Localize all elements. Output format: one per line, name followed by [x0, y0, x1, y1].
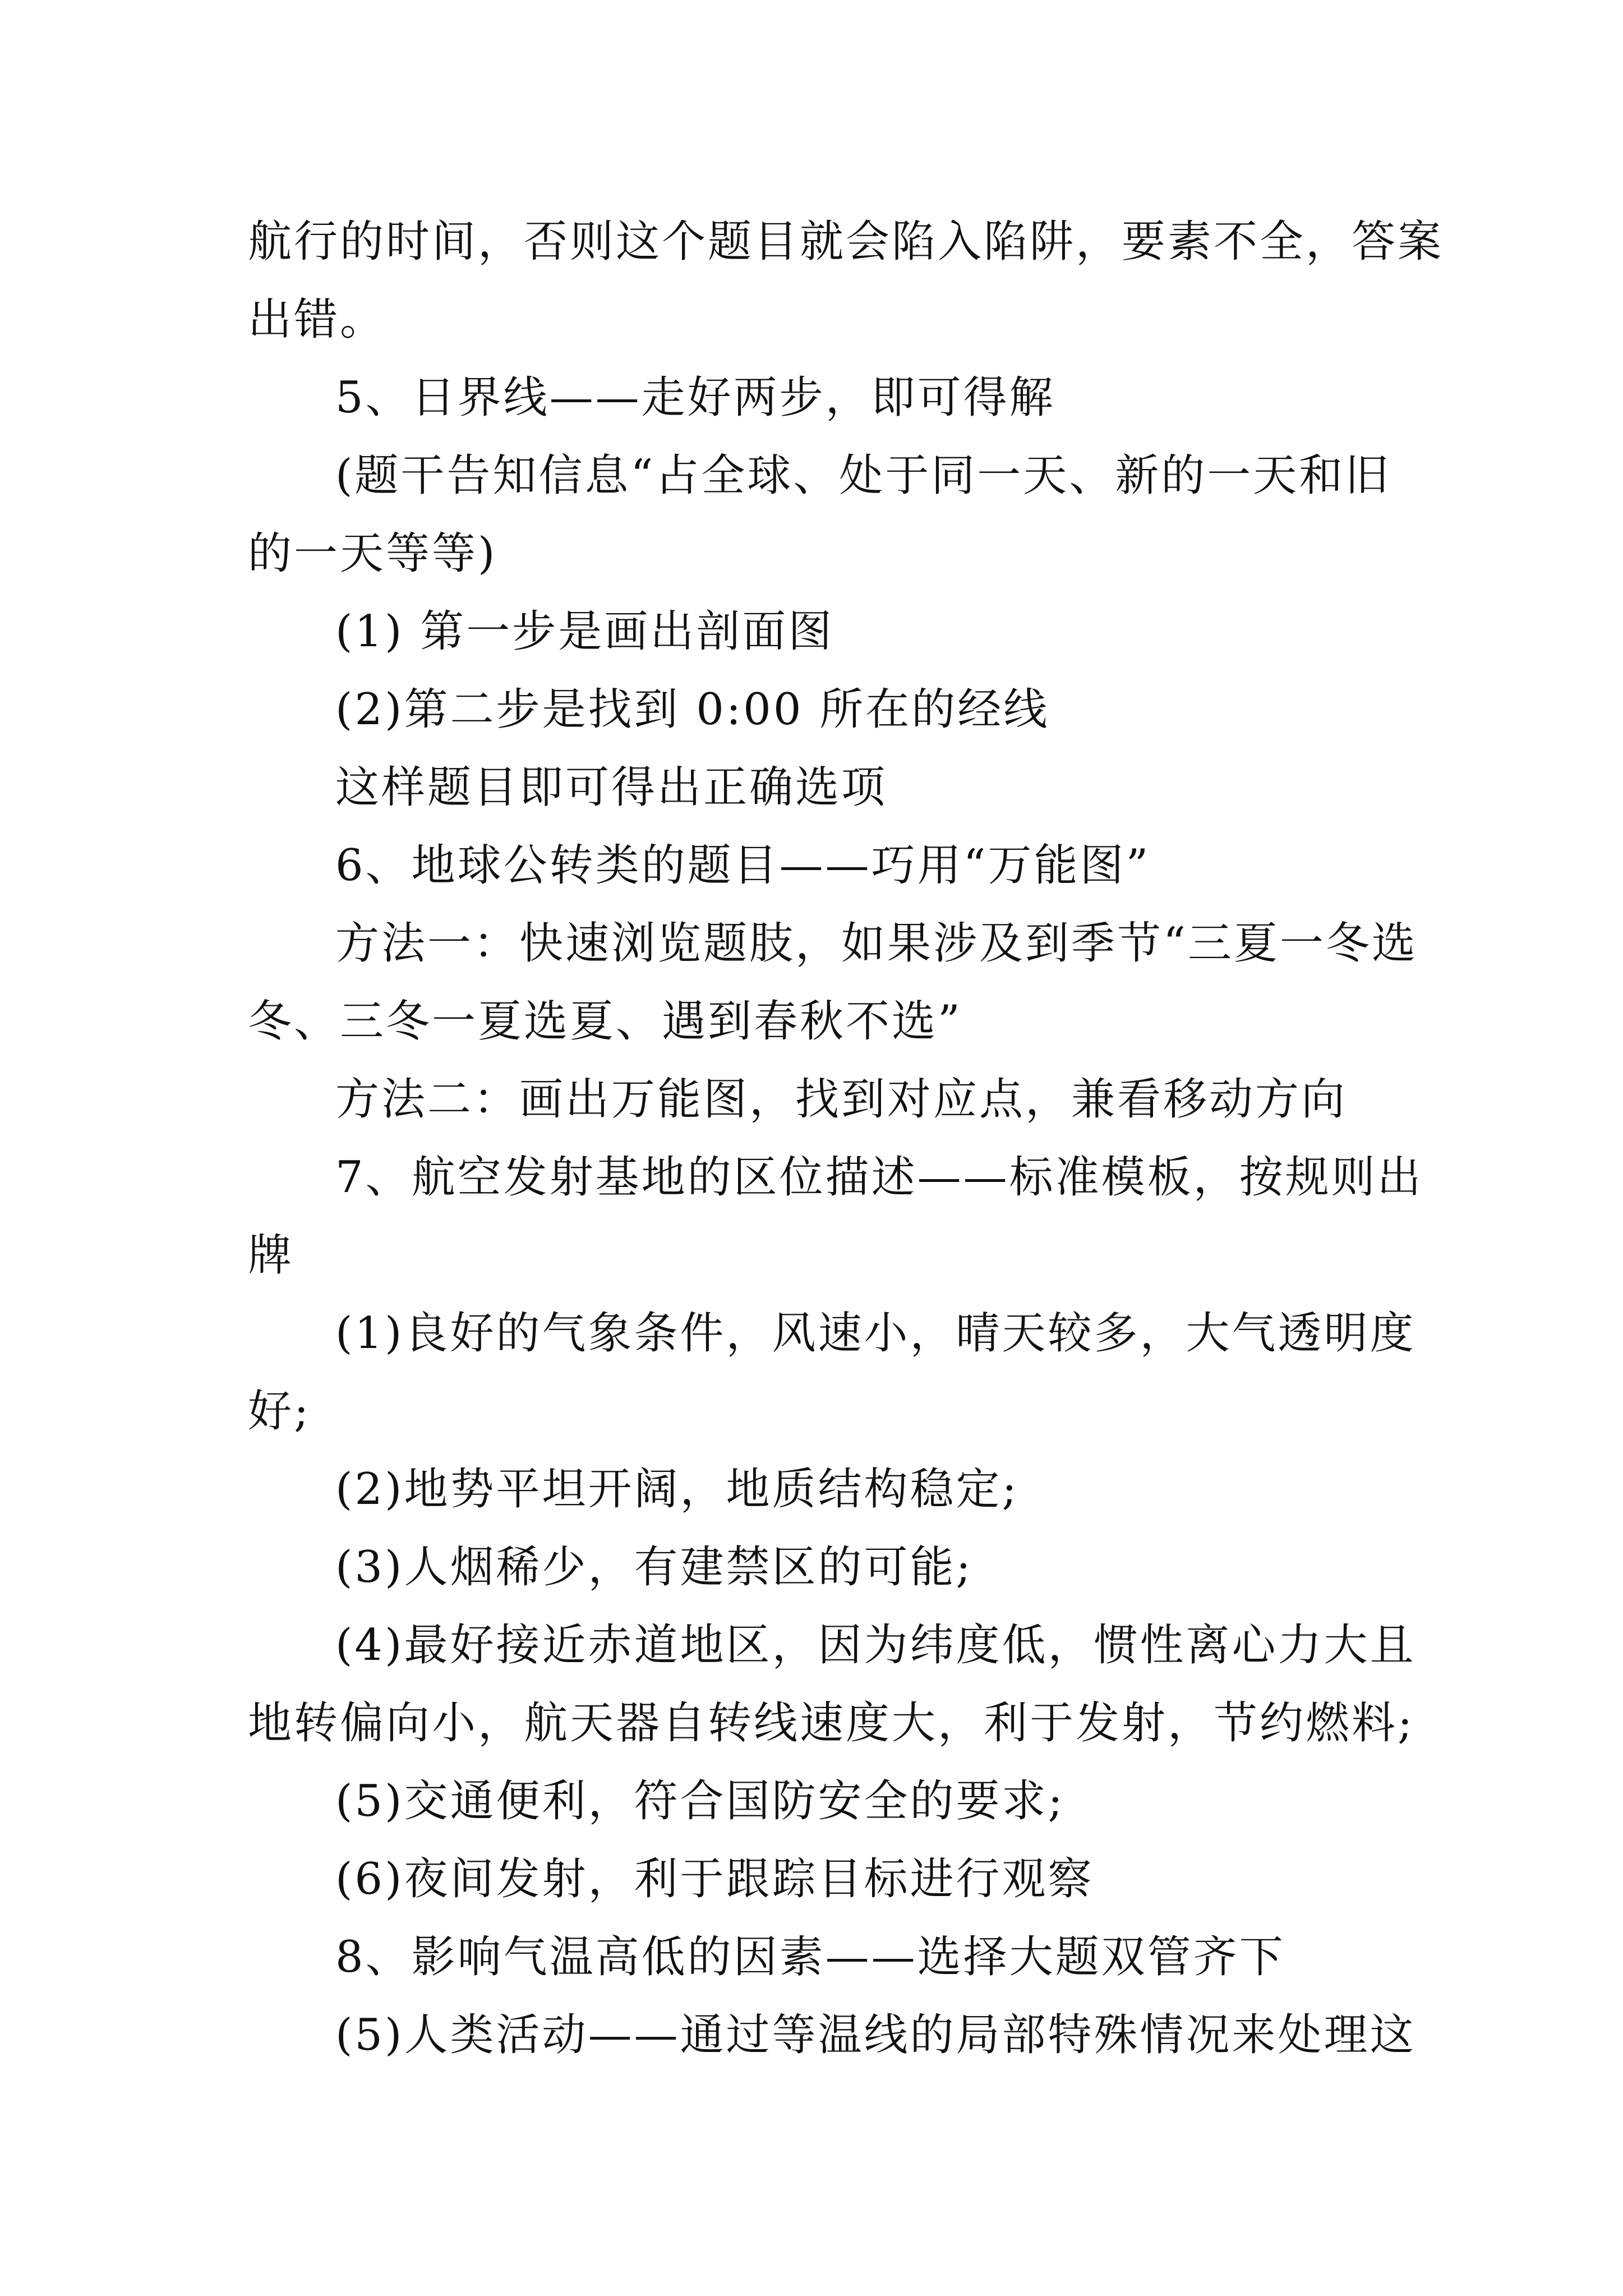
step-item: (1) 第一步是画出剖面图: [335, 606, 834, 657]
text-line: 好;: [248, 1386, 311, 1437]
section-heading-8: 8、影响气温高低的因素——选择大题双管齐下: [335, 1932, 1285, 1982]
method-item: 方法一：快速浏览题肢，如果涉及到季节“三夏一冬选: [335, 918, 1418, 969]
list-item: (3)人烟稀少，有建禁区的可能;: [335, 1542, 973, 1593]
text-line: 的一天等等): [248, 528, 497, 579]
section-heading-5: 5、日界线——走好两步，即可得解: [335, 372, 1055, 423]
text-line: 地转偏向小，航天器自转线速度大，利于发射，节约燃料;: [248, 1698, 1415, 1749]
text-line: (题干告知信息“占全球、处于同一天、新的一天和旧: [335, 450, 1391, 501]
step-item: (2)第二步是找到 0:00 所在的经线: [335, 684, 1050, 735]
text-line: 这样题目即可得出正确选项: [335, 762, 888, 813]
list-item: (5)交通便利，符合国防安全的要求;: [335, 1776, 1065, 1826]
text-line: 冬、三冬一夏选夏、遇到春秋不选”: [248, 996, 962, 1047]
document-body: [248, 203, 1444, 2074]
list-item: (2)地势平坦开阔，地质结构稳定;: [335, 1464, 1019, 1515]
list-item: (5)人类活动——通过等温线的局部特殊情况来处理这: [335, 2010, 1416, 2060]
list-item: (4)最好接近赤道地区，因为纬度低，惯性离心力大且: [335, 1620, 1416, 1671]
section-heading-6: 6、地球公转类的题目——巧用“万能图”: [335, 840, 1151, 891]
text-line: 出错。: [248, 295, 386, 345]
text-line: 航行的时间，否则这个题目就会陷入陷阱，要素不全，答案: [248, 217, 1444, 267]
list-item: (6)夜间发射，利于跟踪目标进行观察: [335, 1854, 1094, 1904]
method-item: 方法二：画出万能图，找到对应点，兼看移动方向: [335, 1074, 1348, 1125]
text-line: 牌: [248, 1230, 294, 1281]
list-item: (1)良好的气象条件，风速小，晴天较多，大气透明度: [335, 1308, 1416, 1359]
section-heading-7: 7、航空发射基地的区位描述——标准模板，按规则出: [335, 1152, 1423, 1203]
